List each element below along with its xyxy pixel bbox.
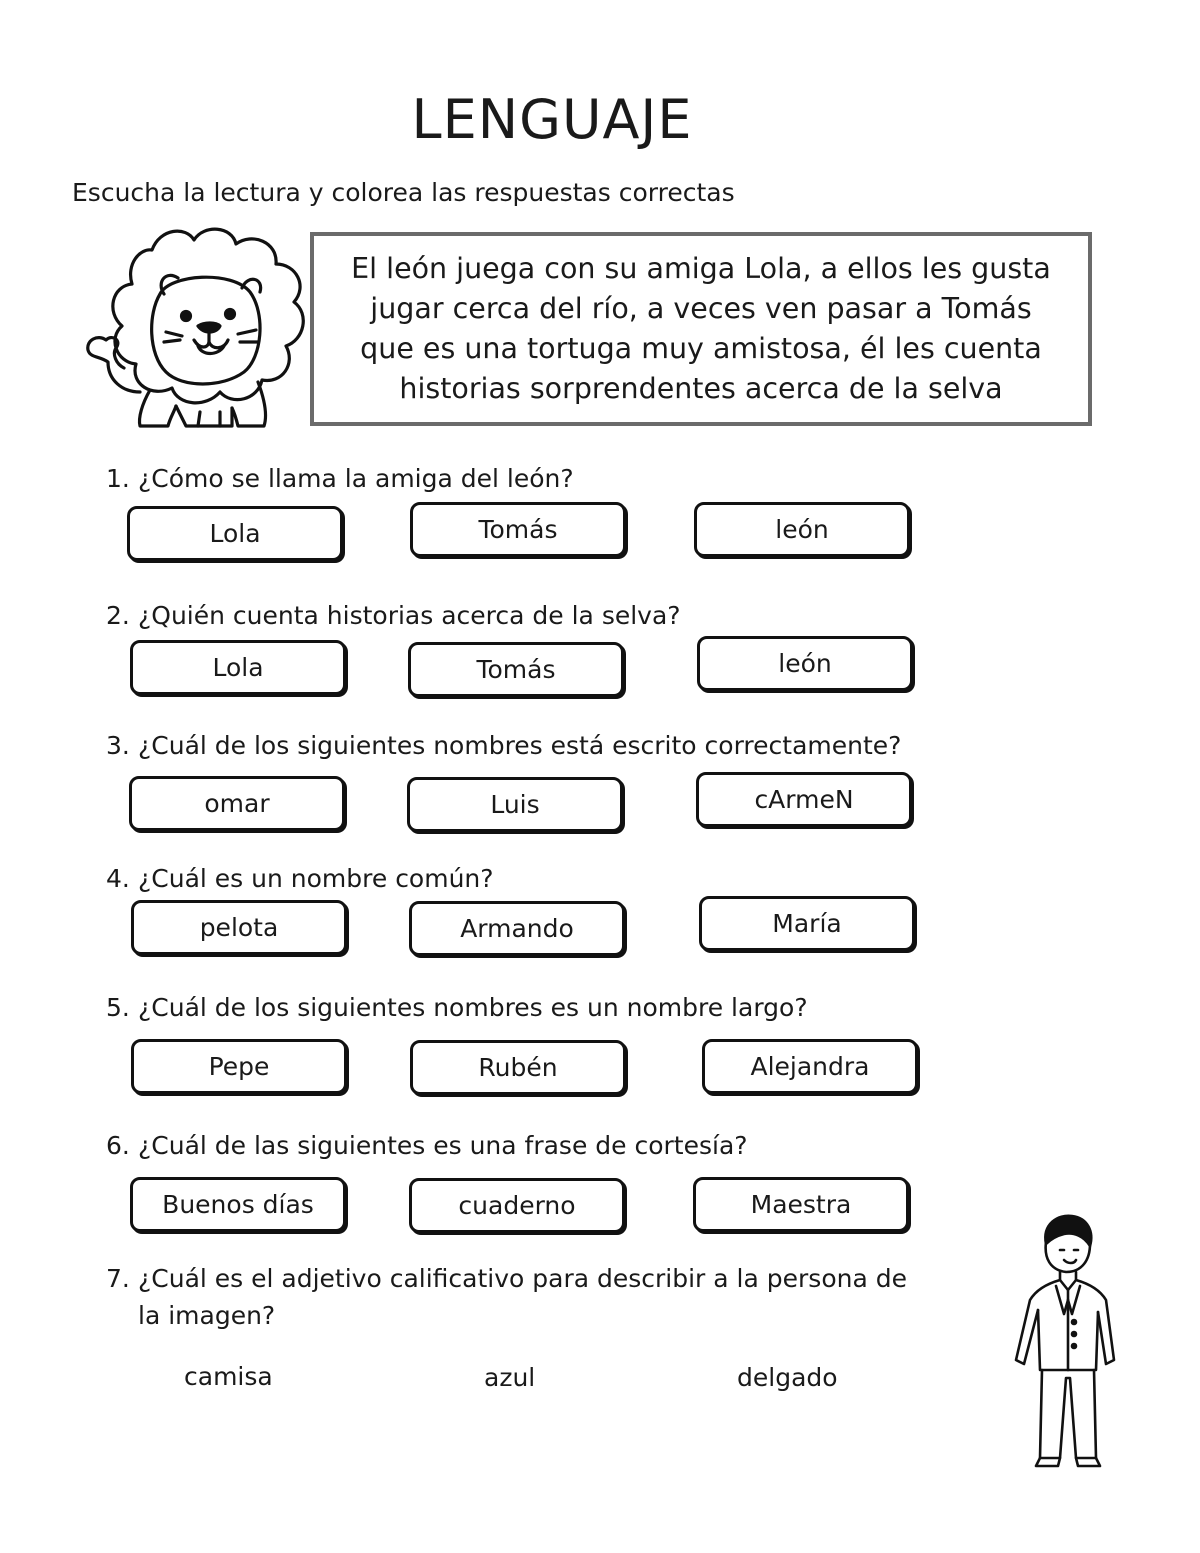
option-label: Luis	[490, 790, 540, 819]
answer-option[interactable]	[127, 506, 343, 561]
answer-option[interactable]	[693, 1177, 909, 1232]
reading-passage-box	[310, 232, 1092, 426]
person-illustration	[1008, 1210, 1120, 1480]
answer-option[interactable]	[697, 636, 913, 691]
answer-option[interactable]	[408, 642, 624, 697]
question-4	[106, 860, 494, 897]
option-label: Buenos días	[162, 1190, 314, 1219]
option-label: Lola	[212, 653, 264, 682]
question-text: ¿Cuál es un nombre común?	[138, 864, 494, 893]
reading-passage	[351, 249, 1051, 409]
answer-option[interactable]	[699, 896, 915, 951]
answer-option[interactable]	[694, 502, 910, 557]
question-number: 1.	[106, 464, 130, 493]
question-6	[106, 1127, 748, 1164]
question-number: 4.	[106, 864, 130, 893]
answer-option[interactable]	[129, 776, 345, 831]
answer-option[interactable]	[131, 1039, 347, 1094]
question-number: 2.	[106, 601, 130, 630]
question-number: 5.	[106, 993, 130, 1022]
reading-line: que es una tortuga muy amistosa, él les cuenta	[360, 332, 1042, 365]
option-label: Maestra	[750, 1190, 852, 1219]
question-number: 6.	[106, 1131, 130, 1160]
reading-line: El león juega con su amiga Lola, a ellos les gusta	[351, 252, 1051, 285]
question-2	[106, 597, 681, 634]
answer-option[interactable]	[130, 640, 346, 695]
option-label: cuaderno	[458, 1191, 576, 1220]
answer-option[interactable]	[409, 901, 625, 956]
option-label: Armando	[460, 914, 574, 943]
question-text: ¿Cómo se llama la amiga del león?	[138, 464, 574, 493]
question-1	[106, 460, 574, 497]
instruction-text: Escucha la lectura y colorea las respuestas correctas	[72, 178, 735, 207]
question-text: ¿Cuál de los siguientes nombres está escrito correctamente?	[138, 731, 902, 760]
reading-line: jugar cerca del río, a veces ven pasar a Tomás	[370, 292, 1032, 325]
answer-option[interactable]: delgado	[737, 1363, 838, 1392]
question-text-continued: la imagen?	[138, 1301, 276, 1330]
answer-option[interactable]: camisa	[184, 1362, 273, 1391]
answer-option[interactable]	[696, 772, 912, 827]
question-text: ¿Quién cuenta historias acerca de la selva?	[138, 601, 681, 630]
option-label: María	[772, 909, 842, 938]
question-text: ¿Cuál de las siguientes es una frase de cortesía?	[138, 1131, 748, 1160]
option-label: Pepe	[208, 1052, 270, 1081]
answer-option[interactable]	[131, 900, 347, 955]
answer-option[interactable]	[130, 1177, 346, 1232]
question-7	[106, 1260, 986, 1334]
option-label: Tomás	[478, 515, 558, 544]
answer-option[interactable]	[407, 777, 623, 832]
question-3	[106, 727, 901, 764]
option-label: león	[775, 515, 829, 544]
option-label: Tomás	[476, 655, 556, 684]
reading-line: historias sorprendentes acerca de la selva	[399, 372, 1003, 405]
option-label: Alejandra	[750, 1052, 870, 1081]
option-label: pelota	[199, 913, 279, 942]
option-label: león	[778, 649, 832, 678]
option-label: Rubén	[478, 1053, 558, 1082]
question-text: ¿Cuál es el adjetivo calificativo para describir a la persona de	[138, 1264, 907, 1293]
option-label: cArmeN	[754, 785, 854, 814]
question-number: 3.	[106, 731, 130, 760]
answer-option[interactable]	[410, 502, 626, 557]
answer-option[interactable]: azul	[484, 1363, 536, 1392]
option-label: Lola	[209, 519, 261, 548]
question-5	[106, 989, 808, 1026]
question-text: ¿Cuál de los siguientes nombres es un nombre largo?	[138, 993, 808, 1022]
page-title: LENGUAJE	[411, 88, 693, 151]
answer-option[interactable]	[410, 1040, 626, 1095]
answer-option[interactable]	[702, 1039, 918, 1094]
option-label: omar	[204, 789, 270, 818]
question-number: 7.	[106, 1264, 130, 1293]
lion-illustration	[82, 222, 314, 436]
answer-option[interactable]	[409, 1178, 625, 1233]
